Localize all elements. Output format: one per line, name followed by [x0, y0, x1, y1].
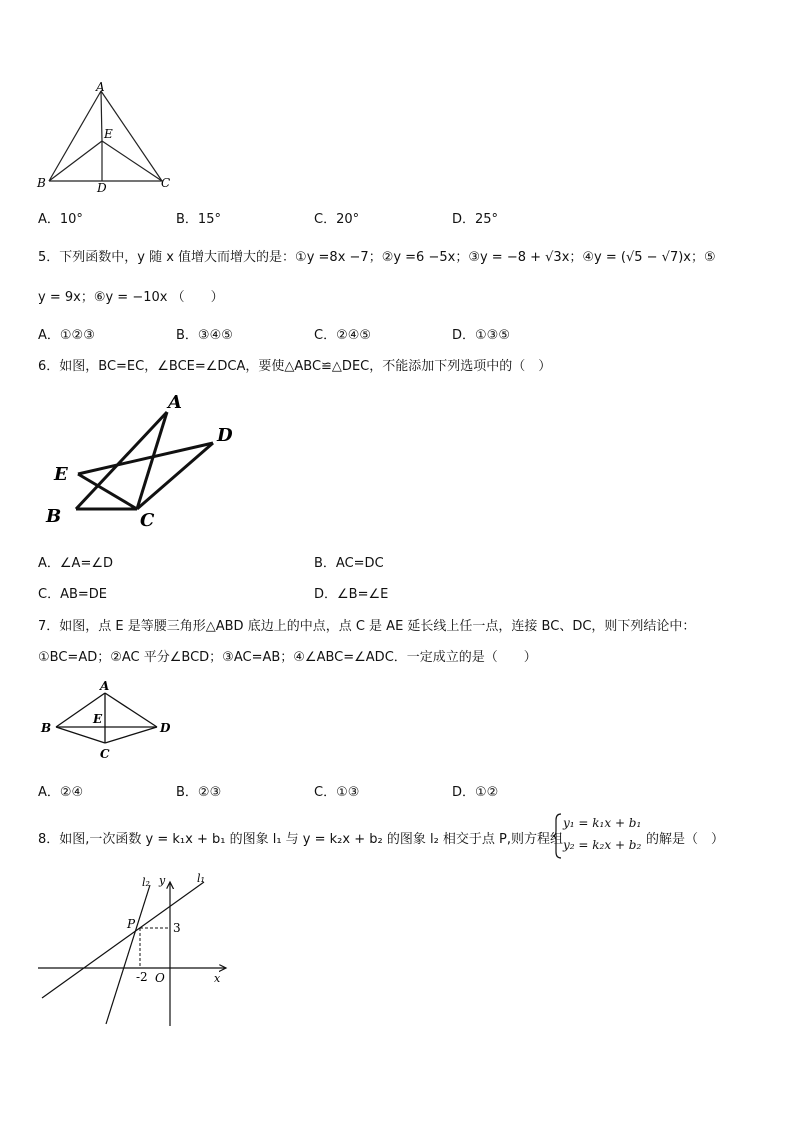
label-E: E [54, 464, 68, 485]
q5-text-line1: 5．下列函数中，y 随 x 值增大而增大的是：①y =8x −7；②y =6 −5x；③y = −8 + √3x；④y = (√5 − √7)x；⑤ [38, 250, 716, 265]
label-x: x [214, 972, 221, 985]
q6-option-b[interactable]: B．AC=DC [314, 556, 384, 571]
q5-option-b[interactable]: B．③④⑤ [176, 328, 233, 343]
q6-option-c[interactable]: C．AB=DE [38, 587, 108, 602]
label-C: C [140, 510, 155, 531]
q4-option-c[interactable]: C．20° [314, 212, 360, 227]
label-E: E [93, 712, 103, 726]
label-P: P [127, 917, 136, 931]
q8-system-eq2: y₂ = k₂x + b₂ [563, 838, 642, 852]
q5-option-c[interactable]: C．②④⑤ [314, 328, 372, 343]
label-D: D [160, 721, 171, 735]
q8-system [563, 812, 641, 856]
label-E: E [104, 127, 113, 141]
q6-option-a[interactable]: A．∠A=∠D [38, 556, 113, 571]
figure-q8-graph [34, 866, 234, 1031]
q7-option-b[interactable]: B．②③ [176, 785, 222, 800]
q8-system-brace [553, 812, 563, 860]
label-B: B [37, 176, 46, 190]
figure-q4-triangle [30, 78, 190, 198]
label-A: A [96, 80, 105, 94]
label-D: D [97, 181, 107, 195]
line-l1 [42, 882, 204, 998]
q6-option-d[interactable]: D．∠B=∠E [314, 587, 389, 602]
q4-option-b[interactable]: B．15° [176, 212, 221, 227]
label-B: B [41, 721, 52, 735]
q7-option-c[interactable]: C．①③ [314, 785, 360, 800]
label-B: B [46, 506, 62, 527]
q5-option-d[interactable]: D．①③⑤ [452, 328, 510, 343]
q7-text-line2: ①BC=AD；②AC 平分∠BCD；③AC=AB；④∠ABC=∠ADC．一定成立的是（ ） [38, 650, 537, 665]
q5-text-line2: y = 9x；⑥y = −10x （ ） [38, 290, 224, 305]
label-3: 3 [173, 921, 181, 935]
q8-system-eq1: y₁ = k₁x + b₁ [563, 816, 642, 830]
q8-text-after: 的解是（ ） [646, 832, 725, 847]
label-C: C [100, 747, 110, 761]
label-l1: l₁ [197, 872, 205, 885]
q7-text-line1: 7．如图，点 E 是等腰三角形△ABD 底边上的中点，点 C 是 AE 延长线上任一点，连接 BC、DC，则下列结论中： [38, 619, 696, 634]
line-l2 [106, 885, 150, 1024]
q7-option-a[interactable]: A．②④ [38, 785, 84, 800]
label-A: A [168, 392, 182, 413]
label-D: D [217, 425, 233, 446]
label-C: C [161, 176, 171, 190]
label-l2: l₂ [142, 876, 150, 889]
figure-q6 [40, 388, 250, 533]
label-O: O [155, 971, 165, 985]
label-y: y [159, 874, 166, 887]
label-A: A [100, 679, 110, 693]
q5-option-a[interactable]: A．①②③ [38, 328, 95, 343]
q8-text-before: 8．如图,一次函数 y = k₁x + b₁ 的图象 l₁ 与 y = k₂x + b₂ 的图象 l₂ 相交于点 P,则方程组 [38, 832, 564, 847]
q4-option-a[interactable]: A．10° [38, 212, 83, 227]
figure-q7 [36, 676, 186, 766]
q7-option-d[interactable]: D．①② [452, 785, 499, 800]
label-minus-2: -2 [136, 970, 148, 984]
q4-option-d[interactable]: D．25° [452, 212, 499, 227]
q6-text: 6．如图，BC=EC，∠BCE=∠DCA，要使△ABC≌△DEC，不能添加下列选项中的（ ） [38, 359, 552, 374]
